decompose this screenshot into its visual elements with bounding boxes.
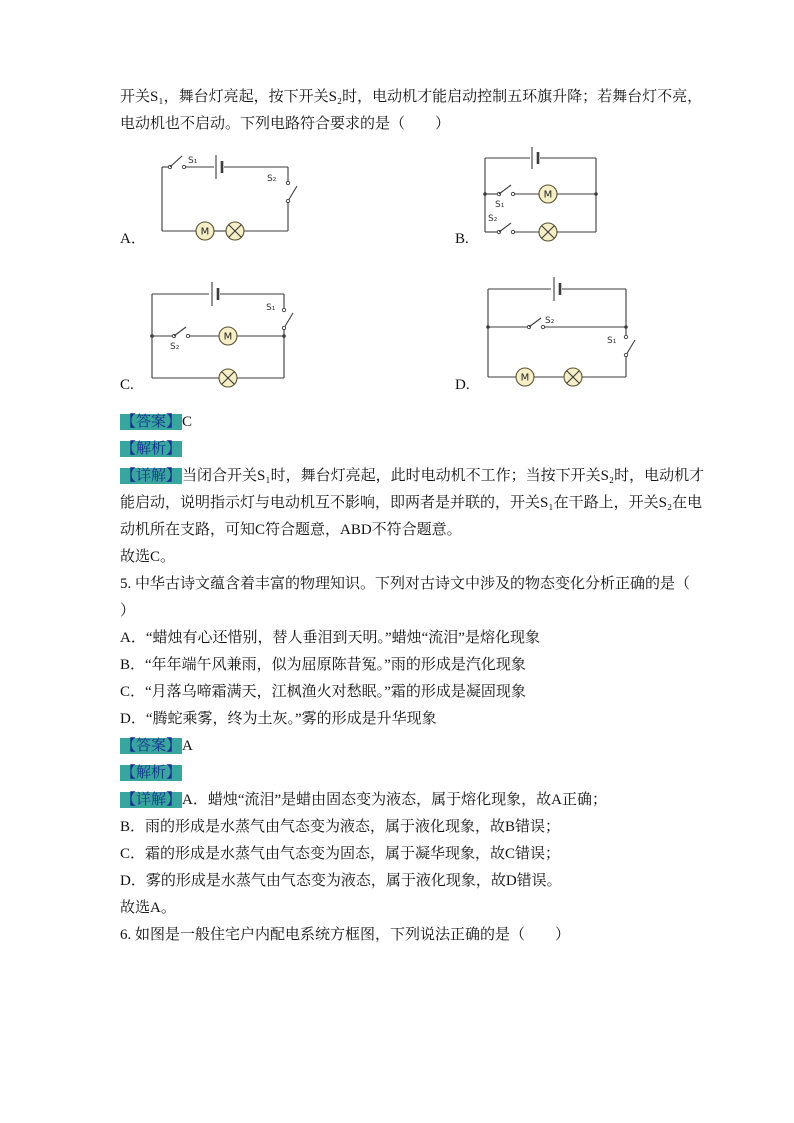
lamp-icon — [539, 223, 557, 241]
circuit-options-row-1 — [120, 144, 685, 249]
detail-label: 【详解】 — [121, 792, 182, 808]
detail-text: A．蜡烛“流泪”是蜡由固态变为液态，属于熔化现象，故A正确； — [182, 792, 607, 808]
detail-line: B．雨的形成是水蒸气由气态变为液态，属于液化现象，故B错误； — [120, 819, 561, 835]
switch-s1-label: S₁ — [606, 336, 616, 346]
switch-s2-label: S₂ — [169, 342, 180, 352]
conclusion-line: 故选C。 — [120, 549, 176, 565]
detail-label: 【详解】 — [121, 468, 182, 484]
switch-s2-label: S₂ — [266, 174, 277, 184]
question5-stem-line: 5. 中华古诗文蕴含着丰富的物理知识。下列对古诗文中涉及的物态变化分析正确的是（ — [120, 576, 691, 592]
question5-option-c: C．“月落乌啼霜满天，江枫渔火对愁眠。”霜的形成是凝固现象 — [120, 684, 526, 700]
answer-line — [120, 733, 685, 760]
question5-option-a: A．“蜡烛有心还惜别，替人垂泪到天明。”蜡烛“流泪”是熔化现象 — [120, 630, 540, 646]
motor-icon — [539, 185, 557, 203]
circuit-option-b — [455, 144, 685, 249]
circuit-diagram-d — [474, 275, 644, 395]
question6-stem: 6. 如图是一般住宅户内配电系统方框图，下列说法正确的是（ ） — [120, 927, 571, 943]
circuit-option-a — [120, 149, 455, 249]
document-content — [120, 84, 705, 949]
option-c-label: C. — [120, 377, 134, 393]
battery-icon — [554, 277, 560, 301]
conclusion-line: 故选A。 — [120, 900, 176, 916]
circuit-diagram-a — [150, 149, 300, 249]
circuit-option-d — [455, 275, 685, 395]
option-d-label: D. — [455, 377, 470, 393]
battery-icon — [216, 155, 222, 179]
circuit-diagram-c — [138, 280, 298, 395]
svg-text:M: M — [543, 189, 553, 201]
lamp-icon — [564, 368, 582, 386]
option-a-label: A． — [120, 231, 146, 247]
detail-line: D．雾的形成是水蒸气由气态变为液态，属于液化现象，故D错误。 — [120, 873, 562, 889]
battery-icon — [532, 147, 538, 169]
motor-icon — [196, 222, 214, 240]
switch-s1-label: S₁ — [494, 200, 505, 210]
detail-line — [120, 787, 685, 814]
answer-value: C — [182, 414, 193, 430]
lamp-icon — [219, 369, 237, 387]
detail-line: C．霜的形成是水蒸气由气态变为固态，属于凝华现象，故C错误； — [120, 846, 561, 862]
question5-option-b: B．“年年端午风兼雨，似为屈原陈昔冤。”雨的形成是汽化现象 — [120, 657, 526, 673]
circuit-diagram-b — [473, 144, 608, 249]
option-b-label: B. — [455, 231, 469, 247]
battery-icon — [212, 282, 218, 306]
analysis-label: 【解析】 — [121, 441, 182, 457]
question5-stem-line: ） — [120, 603, 136, 619]
answer-label: 【答案】 — [121, 414, 182, 430]
svg-text:M: M — [223, 331, 233, 343]
circuit-options-row-2 — [120, 275, 685, 395]
switch-s1-label: S₁ — [265, 303, 276, 313]
answer-value: A — [182, 738, 193, 754]
question5-option-d: D．“腾蛇乘雾，终为土灰。”雾的形成是升华现象 — [120, 711, 437, 727]
analysis-line — [120, 436, 685, 463]
switch-s1-label: S₁ — [187, 156, 198, 166]
switch-s2-label: S₂ — [487, 214, 498, 224]
motor-icon — [219, 327, 237, 345]
answer-label: 【答案】 — [121, 738, 182, 754]
svg-text:M: M — [520, 372, 529, 384]
analysis-line — [120, 760, 685, 787]
question4-text-line: 开关S₁，舞台灯亮起，按下开关S₂时，电动机才能启动控制五环旗升降；若舞台灯不亮， — [120, 89, 703, 105]
switch-s2-label: S₂ — [544, 316, 554, 326]
answer-line — [120, 409, 685, 436]
detail-line: 动机所在支路，可知C符合题意，ABD不符合题意。 — [120, 522, 462, 538]
detail-text: 当闭合开关S₁时，舞台灯亮起，此时电动机不工作；当按下开关S₂时，电动机才 — [182, 468, 705, 484]
circuit-option-c — [120, 280, 455, 395]
detail-line — [120, 463, 705, 490]
analysis-label: 【解析】 — [121, 765, 182, 781]
lamp-icon — [226, 222, 244, 240]
question4-text-line: 电动机也不启动。下列电路符合要求的是（ ） — [120, 116, 451, 132]
detail-line: 能启动，说明指示灯与电动机互不影响，即两者是并联的，开关S₁在干路上，开关S₂在电 — [120, 495, 703, 511]
motor-icon — [516, 368, 534, 386]
svg-text:M: M — [200, 226, 210, 238]
